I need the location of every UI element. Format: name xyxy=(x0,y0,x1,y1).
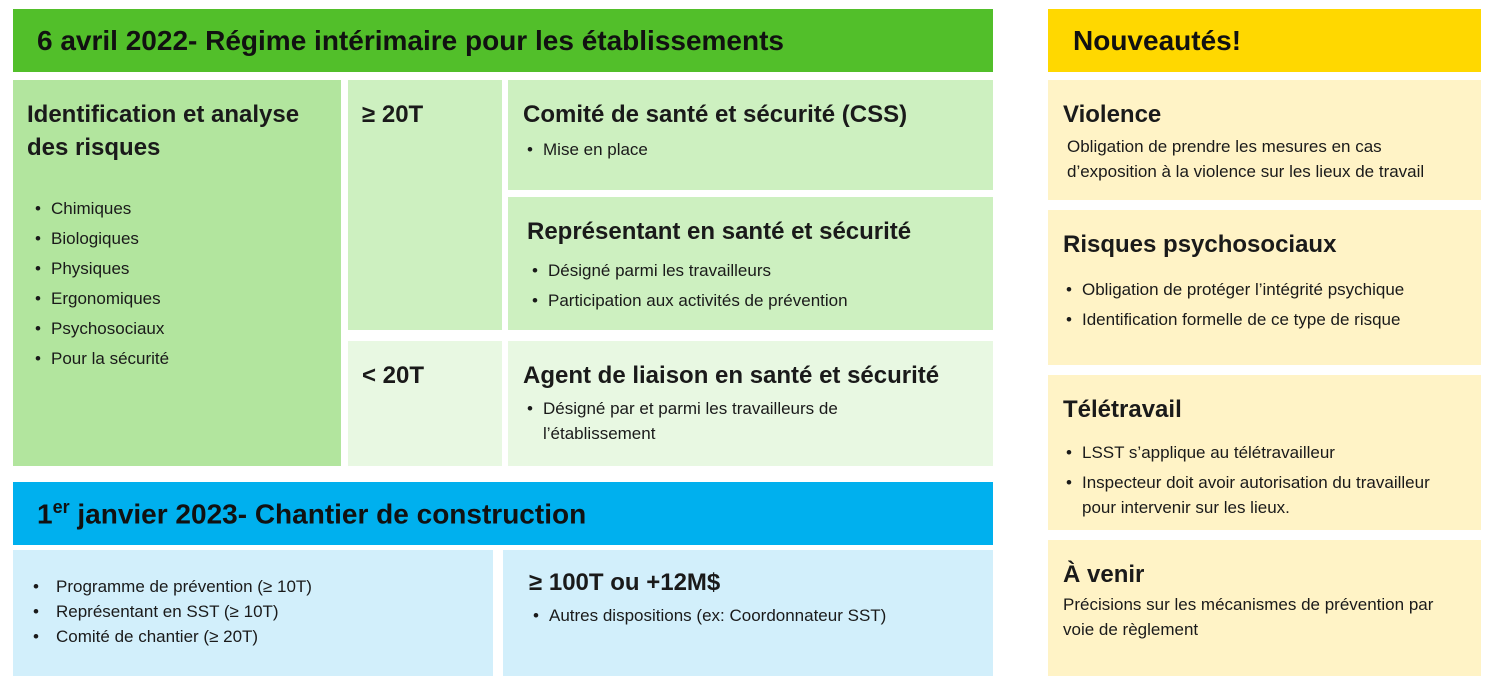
chantier-right-list xyxy=(533,603,967,628)
regime-header xyxy=(13,9,993,72)
psycho-list xyxy=(1066,275,1466,335)
css-box xyxy=(508,80,993,190)
agent-box xyxy=(508,341,993,466)
list-item: • Chimiques xyxy=(35,194,327,224)
lt20-label-box xyxy=(348,341,502,466)
chantier-right-box xyxy=(503,550,993,676)
chantier-right-title: ≥ 100T ou +12M$ xyxy=(529,569,721,596)
list-item: • Autres dispositions (ex: Coordonnateur SST) xyxy=(533,603,967,628)
list-item: • Désigné parmi les travailleurs xyxy=(532,256,974,286)
regime-title: 6 avril 2022- Régime intérimaire pour les établissements xyxy=(37,24,785,56)
teletravail-title: Télétravail xyxy=(1063,396,1182,423)
identification-title: Identification et analyse des risques xyxy=(27,101,300,161)
identification-panel xyxy=(13,80,341,466)
list-item: • Participation aux activités de prévention xyxy=(532,286,974,316)
ge20-label-box xyxy=(348,80,502,330)
teletravail-box xyxy=(1048,375,1481,530)
chantier-left-list xyxy=(33,574,493,649)
list-item: • Désigné par et parmi les travailleurs de l’établissement xyxy=(527,396,887,446)
rss-box xyxy=(508,197,993,330)
list-item: • Représentant en SST (≥ 10T) xyxy=(33,599,493,624)
list-item: • Biologiques xyxy=(35,224,327,254)
avenir-box xyxy=(1048,540,1481,676)
avenir-text: Précisions sur les mécanismes de prévention par voie de règlement xyxy=(1063,595,1434,639)
chantier-left-box xyxy=(13,550,493,676)
list-item: • LSST s’applique au télétravailleur xyxy=(1066,440,1466,465)
list-item: • Pour la sécurité xyxy=(35,344,327,374)
list-item: • Mise en place xyxy=(527,137,978,162)
css-list xyxy=(527,137,978,162)
list-item: • Identification formelle de ce type de risque xyxy=(1066,305,1466,335)
avenir-title: À venir xyxy=(1063,561,1145,588)
chantier-header xyxy=(13,482,993,545)
agent-list xyxy=(527,396,887,446)
teletravail-list xyxy=(1066,440,1466,520)
rss-title: Représentant en santé et sécurité xyxy=(527,218,912,245)
chantier-title: 1er janvier 2023- Chantier de construction xyxy=(37,496,587,530)
list-item: • Obligation de protéger l’intégrité psychique xyxy=(1066,275,1466,305)
identification-list xyxy=(35,194,327,374)
rss-list xyxy=(532,256,974,316)
list-item: • Psychosociaux xyxy=(35,314,327,344)
list-item: • Comité de chantier (≥ 20T) xyxy=(33,624,493,649)
list-item: • Programme de prévention (≥ 10T) xyxy=(33,574,493,599)
list-item: • Physiques xyxy=(35,254,327,284)
nouveautes-title: Nouveautés! xyxy=(1073,24,1242,56)
psycho-box xyxy=(1048,210,1481,365)
psycho-title: Risques psychosociaux xyxy=(1063,231,1337,258)
css-title: Comité de santé et sécurité (CSS) xyxy=(523,101,908,128)
violence-text: Obligation de prendre les mesures en cas d’exposition à la violence sur les lieux de travail xyxy=(1067,137,1425,181)
nouveautes-header xyxy=(1048,9,1481,72)
agent-title: Agent de liaison en santé et sécurité xyxy=(523,362,940,389)
list-item: • Inspecteur doit avoir autorisation du travailleur pour intervenir sur les lieux. xyxy=(1066,470,1466,520)
ge20-label: ≥ 20T xyxy=(362,101,424,128)
violence-title: Violence xyxy=(1063,101,1162,128)
lt20-label: < 20T xyxy=(362,362,425,389)
violence-box xyxy=(1048,80,1481,200)
list-item: • Ergonomiques xyxy=(35,284,327,314)
